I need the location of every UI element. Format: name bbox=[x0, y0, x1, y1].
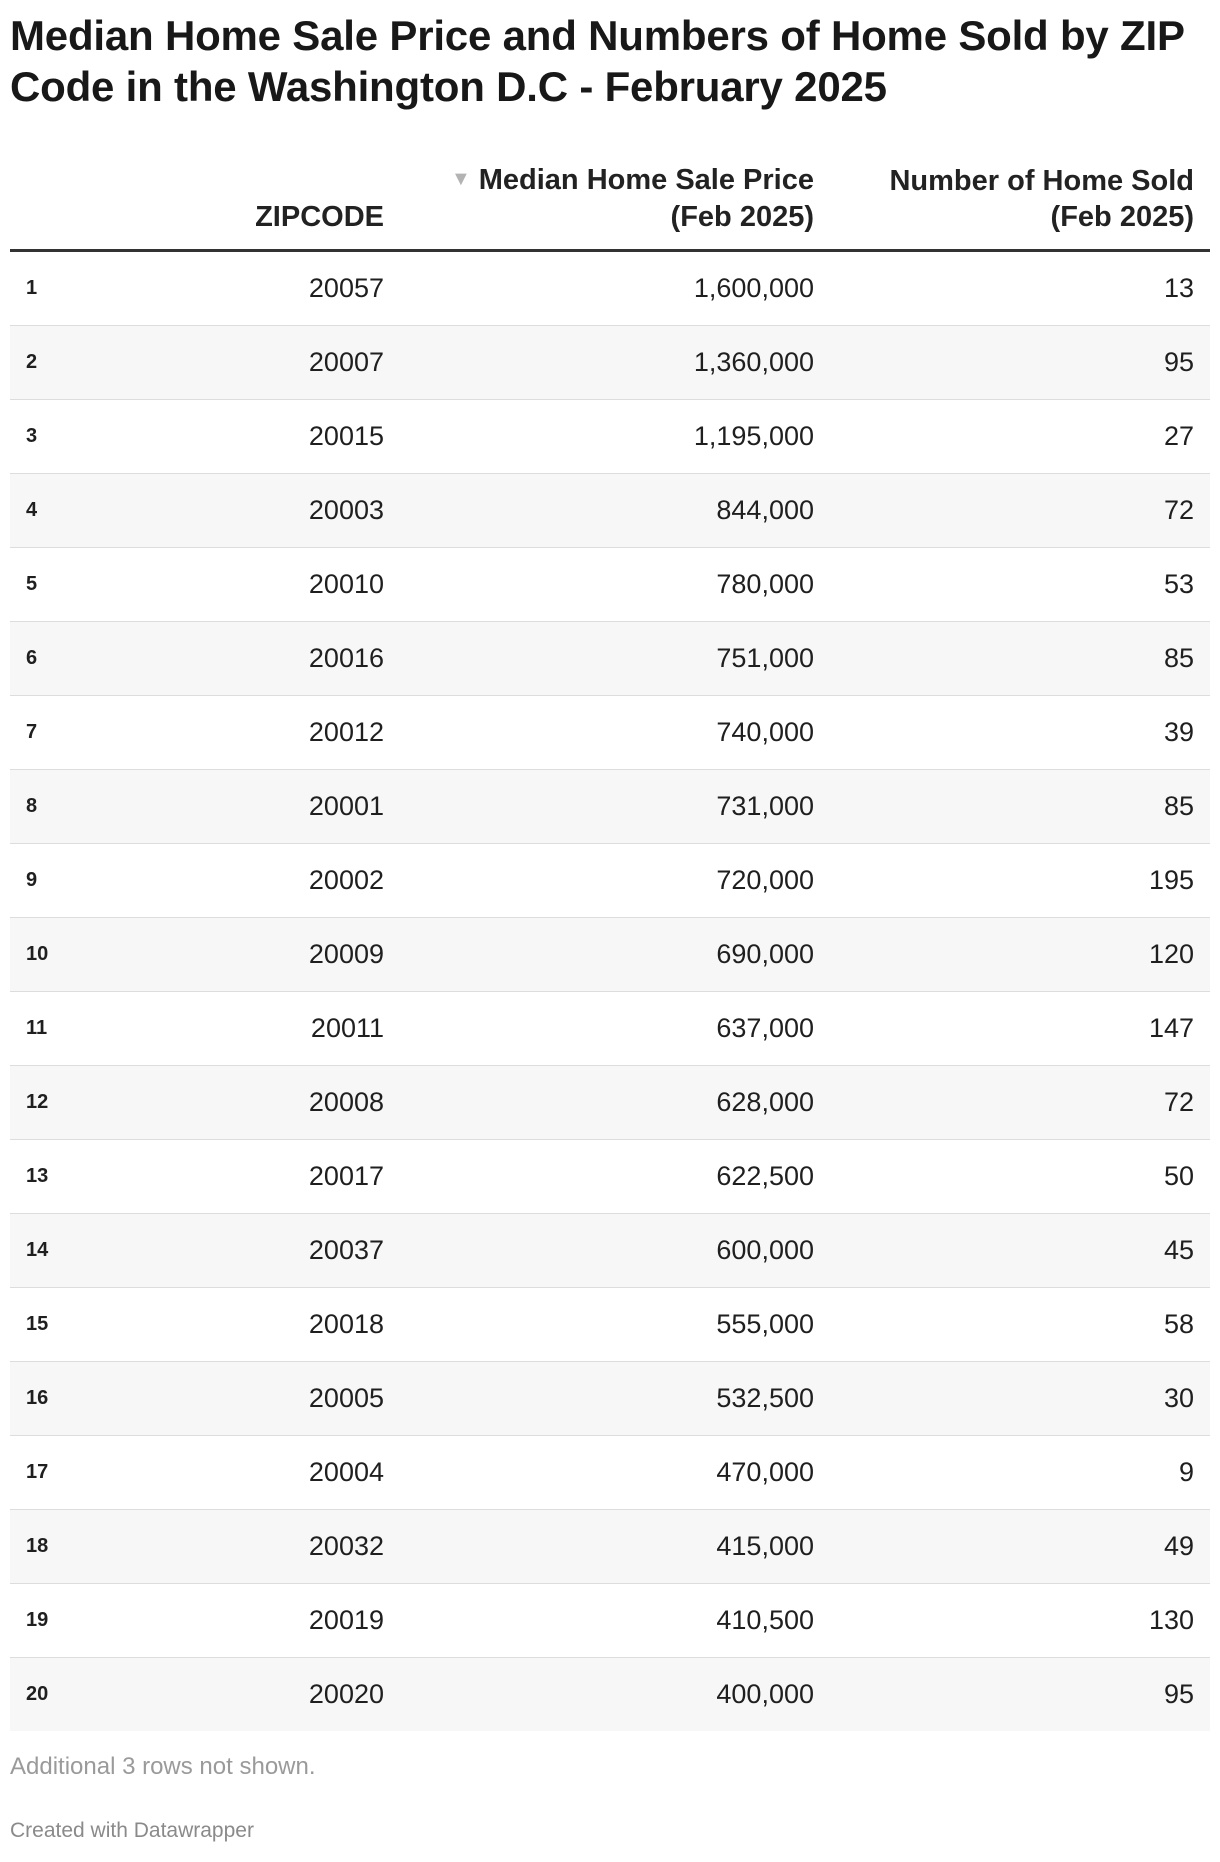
cell-zipcode: 20015 bbox=[200, 400, 400, 474]
cell-zipcode: 20057 bbox=[200, 251, 400, 326]
table-row bbox=[10, 1436, 1210, 1510]
cell-sold: 27 bbox=[830, 400, 1210, 474]
cell-sold: 49 bbox=[830, 1510, 1210, 1584]
cell-zipcode: 20032 bbox=[200, 1510, 400, 1584]
table-body bbox=[10, 251, 1210, 1732]
table-row bbox=[10, 251, 1210, 326]
cell-price: 600,000 bbox=[400, 1214, 830, 1288]
cell-price: 780,000 bbox=[400, 548, 830, 622]
cell-zipcode: 20005 bbox=[200, 1362, 400, 1436]
table-row bbox=[10, 474, 1210, 548]
cell-rank: 2 bbox=[10, 326, 200, 400]
column-header-price[interactable] bbox=[400, 162, 830, 251]
cell-price: 400,000 bbox=[400, 1658, 830, 1732]
cell-price: 555,000 bbox=[400, 1288, 830, 1362]
cell-zipcode: 20017 bbox=[200, 1140, 400, 1214]
cell-rank: 7 bbox=[10, 696, 200, 770]
cell-rank: 4 bbox=[10, 474, 200, 548]
cell-sold: 72 bbox=[830, 474, 1210, 548]
cell-price: 622,500 bbox=[400, 1140, 830, 1214]
cell-sold: 130 bbox=[830, 1584, 1210, 1658]
cell-sold: 53 bbox=[830, 548, 1210, 622]
table-row bbox=[10, 622, 1210, 696]
cell-price: 410,500 bbox=[400, 1584, 830, 1658]
cell-sold: 30 bbox=[830, 1362, 1210, 1436]
table-row bbox=[10, 696, 1210, 770]
table-row bbox=[10, 1510, 1210, 1584]
cell-sold: 85 bbox=[830, 622, 1210, 696]
cell-price: 690,000 bbox=[400, 918, 830, 992]
cell-price: 628,000 bbox=[400, 1066, 830, 1140]
cell-zipcode: 20001 bbox=[200, 770, 400, 844]
table-row bbox=[10, 1140, 1210, 1214]
cell-zipcode: 20010 bbox=[200, 548, 400, 622]
column-header-price-label: Median Home Sale Price (Feb 2025) bbox=[478, 164, 814, 234]
cell-rank: 5 bbox=[10, 548, 200, 622]
cell-rank: 13 bbox=[10, 1140, 200, 1214]
column-header-zipcode[interactable]: ZIPCODE bbox=[200, 162, 400, 251]
cell-rank: 3 bbox=[10, 400, 200, 474]
cell-price: 1,360,000 bbox=[400, 326, 830, 400]
cell-sold: 195 bbox=[830, 844, 1210, 918]
sort-descending-arrow-icon[interactable]: ▼ bbox=[450, 168, 471, 191]
cell-rank: 17 bbox=[10, 1436, 200, 1510]
column-header-rank bbox=[10, 162, 200, 251]
cell-zipcode: 20020 bbox=[200, 1658, 400, 1732]
cell-rank: 18 bbox=[10, 1510, 200, 1584]
datawrapper-credit[interactable]: Created with Datawrapper bbox=[10, 1819, 254, 1843]
cell-sold: 58 bbox=[830, 1288, 1210, 1362]
cell-rank: 19 bbox=[10, 1584, 200, 1658]
data-table bbox=[10, 162, 1210, 1731]
cell-price: 720,000 bbox=[400, 844, 830, 918]
cell-zipcode: 20011 bbox=[200, 992, 400, 1066]
table-row bbox=[10, 400, 1210, 474]
table-row bbox=[10, 548, 1210, 622]
cell-zipcode: 20019 bbox=[200, 1584, 400, 1658]
cell-zipcode: 20009 bbox=[200, 918, 400, 992]
cell-sold: 39 bbox=[830, 696, 1210, 770]
cell-zipcode: 20004 bbox=[200, 1436, 400, 1510]
cell-price: 1,195,000 bbox=[400, 400, 830, 474]
cell-sold: 147 bbox=[830, 992, 1210, 1066]
column-header-sold[interactable]: Number of Home Sold (Feb 2025) bbox=[830, 162, 1210, 251]
table-row bbox=[10, 1362, 1210, 1436]
cell-price: 751,000 bbox=[400, 622, 830, 696]
cell-sold: 85 bbox=[830, 770, 1210, 844]
table-row bbox=[10, 326, 1210, 400]
cell-zipcode: 20007 bbox=[200, 326, 400, 400]
cell-zipcode: 20008 bbox=[200, 1066, 400, 1140]
cell-sold: 9 bbox=[830, 1436, 1210, 1510]
cell-sold: 72 bbox=[830, 1066, 1210, 1140]
cell-sold: 13 bbox=[830, 251, 1210, 326]
cell-rank: 1 bbox=[10, 251, 200, 326]
cell-rank: 9 bbox=[10, 844, 200, 918]
cell-sold: 95 bbox=[830, 326, 1210, 400]
cell-price: 470,000 bbox=[400, 1436, 830, 1510]
cell-price: 731,000 bbox=[400, 770, 830, 844]
rows-hidden-note: Additional 3 rows not shown. bbox=[10, 1753, 316, 1781]
table-row bbox=[10, 1658, 1210, 1732]
table-row bbox=[10, 1066, 1210, 1140]
cell-rank: 12 bbox=[10, 1066, 200, 1140]
cell-sold: 50 bbox=[830, 1140, 1210, 1214]
table-row bbox=[10, 770, 1210, 844]
chart-title: Median Home Sale Price and Numbers of Home Sold by ZIP Code in the Washington D.C - February 2025 bbox=[10, 12, 1185, 110]
cell-rank: 14 bbox=[10, 1214, 200, 1288]
cell-rank: 6 bbox=[10, 622, 200, 696]
cell-rank: 11 bbox=[10, 992, 200, 1066]
cell-price: 844,000 bbox=[400, 474, 830, 548]
table-row bbox=[10, 992, 1210, 1066]
table-row bbox=[10, 1214, 1210, 1288]
cell-zipcode: 20016 bbox=[200, 622, 400, 696]
cell-zipcode: 20003 bbox=[200, 474, 400, 548]
table-row bbox=[10, 918, 1210, 992]
cell-price: 1,600,000 bbox=[400, 251, 830, 326]
cell-rank: 20 bbox=[10, 1658, 200, 1732]
cell-price: 637,000 bbox=[400, 992, 830, 1066]
cell-rank: 10 bbox=[10, 918, 200, 992]
cell-rank: 15 bbox=[10, 1288, 200, 1362]
cell-zipcode: 20018 bbox=[200, 1288, 400, 1362]
cell-rank: 16 bbox=[10, 1362, 200, 1436]
cell-zipcode: 20002 bbox=[200, 844, 400, 918]
cell-price: 532,500 bbox=[400, 1362, 830, 1436]
cell-zipcode: 20037 bbox=[200, 1214, 400, 1288]
cell-sold: 120 bbox=[830, 918, 1210, 992]
table-row bbox=[10, 844, 1210, 918]
cell-rank: 8 bbox=[10, 770, 200, 844]
cell-sold: 45 bbox=[830, 1214, 1210, 1288]
cell-price: 415,000 bbox=[400, 1510, 830, 1584]
table-row bbox=[10, 1288, 1210, 1362]
cell-price: 740,000 bbox=[400, 696, 830, 770]
cell-zipcode: 20012 bbox=[200, 696, 400, 770]
table-row bbox=[10, 1584, 1210, 1658]
table-header-row bbox=[10, 162, 1210, 251]
cell-sold: 95 bbox=[830, 1658, 1210, 1732]
